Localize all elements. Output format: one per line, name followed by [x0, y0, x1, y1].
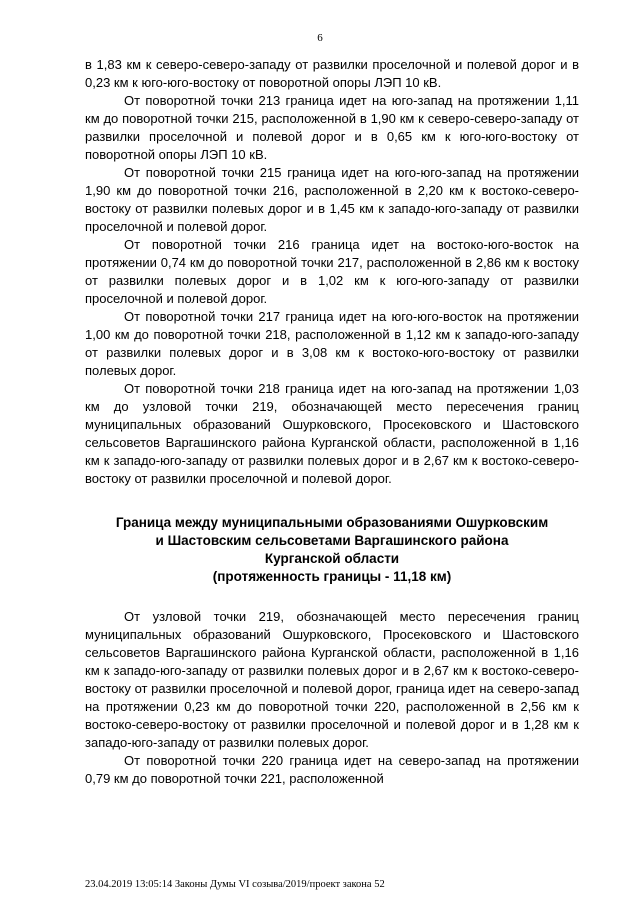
section-heading-line: Курганской области — [264, 551, 400, 566]
paragraph: От поворотной точки 215 граница идет на юго-юго-запад на протяжении 1,90 км до поворотной точки 216, расположенной в 2,20 км к востоко-северо-востоку от развилки полевых дорог и в 1,45 км к западо-юго-западу от развилки проселочной и полевой дорог. — [85, 165, 579, 234]
footer-file-path: 23.04.2019 13:05:14 Законы Думы VI созыва/2019/проект закона 52 — [85, 879, 385, 890]
paragraph: От поворотной точки 213 граница идет на юго-запад на протяжении 1,11 км до поворотной точки 215, расположенной в 1,90 км к северо-северо-западу от развилки проселочной и полевой дорог и в 0,65 км к юго-юго-востоку от поворотной опоры ЛЭП 10 кВ. — [85, 93, 579, 162]
section-heading-length: (протяженность границы - 11,18 км) — [212, 569, 452, 584]
paragraph: От поворотной точки 218 граница идет на юго-запад на протяжении 1,03 км до узловой точки 219, обозначающей место пересечения границ муниципальных образований Ошурковского, Просековского и Шастовского сельсоветов Варгашинского района Курганской области, расположенной в 1,16 км к западо-юго-западу от развилки полевых дорог и в 2,67 км к востоко-северо-востоку от развилки проселочной и полевой дорог. — [85, 381, 579, 486]
section-heading-line: Граница между муниципальными образованиями Ошурковским — [115, 515, 549, 530]
paragraph: От поворотной точки 220 граница идет на северо-запад на протяжении 0,79 км до поворотной точки 221, расположенной — [85, 753, 579, 786]
page-number: 6 — [317, 32, 323, 44]
section-heading-line: и Шастовским сельсоветами Варгашинского района — [155, 533, 509, 548]
paragraph: От поворотной точки 216 граница идет на востоко-юго-восток на протяжении 0,74 км до поворотной точки 217, расположенной в 2,86 км к востоку от развилки полевых дорог и в 1,02 км к юго-юго-западу от развилки проселочной и полевой дорог. — [85, 237, 579, 306]
paragraph: в 1,83 км к северо-северо-западу от развилки проселочной и полевой дорог и в 0,23 км к юго-юго-востоку от поворотной опоры ЛЭП 10 кВ. — [85, 57, 579, 90]
section-heading — [85, 514, 579, 586]
paragraph: От поворотной точки 217 граница идет на юго-юго-восток на протяжении 1,00 км до поворотной точки 218, расположенной в 1,12 км к западо-юго-западу от развилки полевых дорог и в 3,08 км к востоко-юго-востоку от развилки полевых дорог. — [85, 309, 579, 378]
document-body — [85, 56, 579, 788]
paragraph: От узловой точки 219, обозначающей место пересечения границ муниципальных образований Ошурковского, Просековского и Шастовского сельсоветов Варгашинского района Курганской области, расположенной в 1,16 км к западо-юго-западу от развилки полевых дорог и в 2,67 км к востоко-северо-востоку от развилки проселочной и полевой дорог, граница идет на северо-запад на протяжении 0,23 км до поворотной точки 220, расположенной в 2,56 км к востоко-северо-востоку от развилки проселочной и полевой дорог и в 1,28 км к западо-юго-западу от развилки полевых дорог. — [85, 609, 579, 750]
